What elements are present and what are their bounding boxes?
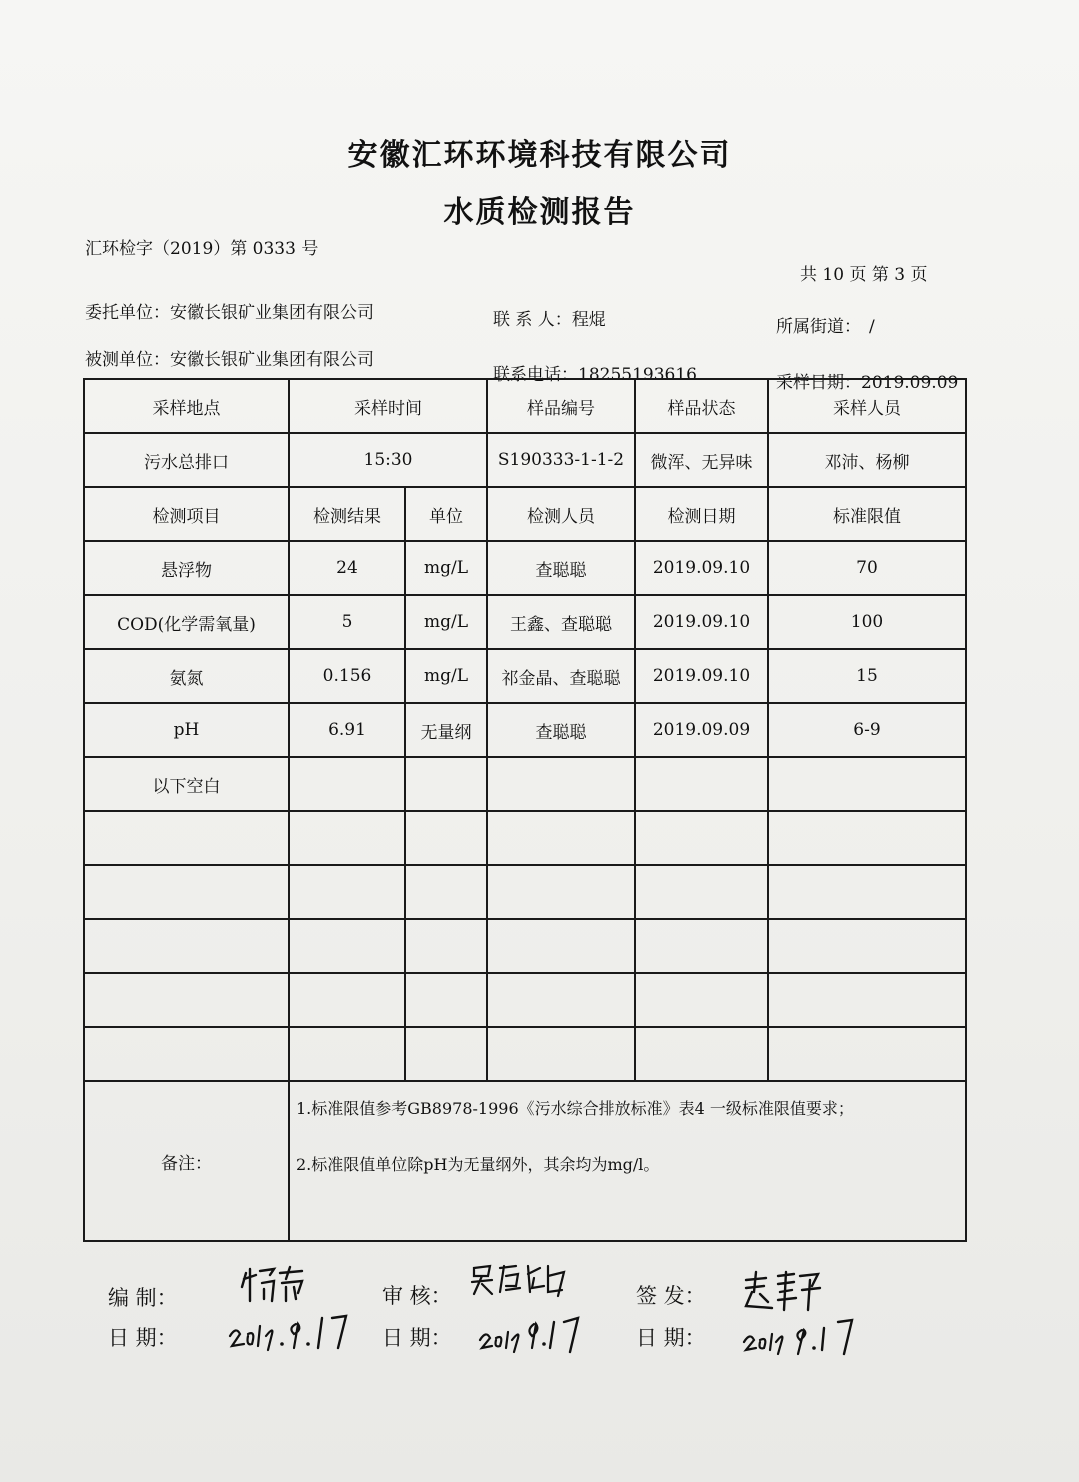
table-cell: 2019.09.09 (635, 703, 768, 757)
sample-date-label: 采样日期： (776, 373, 861, 393)
client-field (85, 298, 374, 323)
blank-row (84, 811, 966, 865)
table-cell: 邓沛、杨柳 (768, 433, 966, 487)
header-cell: 标准限值 (768, 487, 966, 541)
remarks-row (84, 1081, 966, 1241)
client-label: 委托单位： (85, 303, 170, 323)
header-cell: 采样时间 (289, 379, 487, 433)
table-row (84, 703, 966, 757)
contact-field (493, 305, 606, 330)
compile-signature (240, 1263, 310, 1305)
compile-date (228, 1312, 358, 1352)
contact-value: 程焜 (571, 310, 606, 330)
table-cell: 5 (289, 595, 405, 649)
tested-value: 安徽长银矿业集团有限公司 (170, 350, 374, 370)
review-signature (470, 1262, 570, 1300)
table-cell: 2019.09.10 (635, 541, 768, 595)
header-cell: 样品编号 (487, 379, 635, 433)
phone-label: 联系电话： (493, 365, 578, 385)
remark-line-1: 1.标准限值参考GB8978-1996《污水综合排放标准》表4 一级标准限值要求； (296, 1099, 854, 1118)
table-row (84, 595, 966, 649)
blank-row (84, 1027, 966, 1081)
street-label: 所属街道： (776, 317, 861, 337)
table-cell: 100 (768, 595, 966, 649)
contact-label: 联 系 人： (493, 310, 572, 330)
table-cell: COD(化学需氧量) (84, 595, 289, 649)
page-count: 共 10 页 第 3 页 (800, 265, 928, 285)
table-cell: 2019.09.10 (635, 649, 768, 703)
results-header-row (84, 487, 966, 541)
table-cell: 以下空白 (84, 757, 289, 811)
table-cell: 查聪聪 (487, 541, 635, 595)
header-cell: 采样人员 (768, 379, 966, 433)
table-cell: S190333-1-1-2 (487, 433, 635, 487)
review-date (478, 1314, 588, 1354)
sampling-header-row (84, 379, 966, 433)
table-cell: 王鑫、查聪聪 (487, 595, 635, 649)
table-cell: mg/L (405, 541, 487, 595)
table-row (84, 649, 966, 703)
review-label: 审 核： (382, 1284, 452, 1308)
sample-date-value: 2019.09.09 (861, 373, 959, 393)
report-number: 汇环检字（2019）第 0333 号 (85, 239, 319, 259)
compile-date-label: 日 期： (108, 1326, 178, 1350)
header-cell: 样品状态 (635, 379, 768, 433)
table-cell: 微浑、无异味 (635, 433, 768, 487)
table-cell: 污水总排口 (84, 433, 289, 487)
blank-row (84, 865, 966, 919)
header-cell: 检测人员 (487, 487, 635, 541)
header-cell: 单位 (405, 487, 487, 541)
table-cell: mg/L (405, 649, 487, 703)
table-cell: pH (84, 703, 289, 757)
table-cell: 2019.09.10 (635, 595, 768, 649)
table-cell: 24 (289, 541, 405, 595)
sampling-row (84, 433, 966, 487)
header-cell: 采样地点 (84, 379, 289, 433)
street-field (776, 312, 875, 337)
table-cell: 祁金晶、查聪聪 (487, 649, 635, 703)
table-cell: 6-9 (768, 703, 966, 757)
table-cell: 0.156 (289, 649, 405, 703)
table-row (84, 757, 966, 811)
compile-label: 编 制： (108, 1286, 178, 1310)
street-value: / (869, 317, 875, 337)
table-cell (635, 757, 768, 811)
table-cell: 15:30 (289, 433, 487, 487)
remarks-content (289, 1081, 966, 1241)
table-row (84, 541, 966, 595)
table-cell: 6.91 (289, 703, 405, 757)
remark-line-2: 2.标准限值单位除pH为无量纲外，其余均为mg/l。 (296, 1155, 660, 1174)
issue-label: 签 发： (636, 1284, 706, 1308)
phone-value: 18255193616 (578, 365, 697, 385)
review-date-label: 日 期： (382, 1326, 452, 1350)
table-cell (289, 757, 405, 811)
remarks-label: 备注： (84, 1081, 289, 1241)
tested-label: 被测单位： (85, 350, 170, 370)
report-title: 水质检测报告 (443, 195, 636, 230)
report-table (83, 378, 967, 1242)
issue-signature (742, 1270, 824, 1312)
tested-unit-field (85, 345, 374, 370)
issue-date (742, 1316, 862, 1356)
table-cell: 查聪聪 (487, 703, 635, 757)
header-cell: 检测项目 (84, 487, 289, 541)
table-cell: mg/L (405, 595, 487, 649)
issue-date-label: 日 期： (636, 1326, 706, 1350)
table-cell: 15 (768, 649, 966, 703)
table-cell (405, 757, 487, 811)
header-cell: 检测日期 (635, 487, 768, 541)
blank-row (84, 919, 966, 973)
table-cell (487, 757, 635, 811)
table-cell: 70 (768, 541, 966, 595)
client-value: 安徽长银矿业集团有限公司 (170, 303, 374, 323)
table-cell: 无量纲 (405, 703, 487, 757)
table-cell (768, 757, 966, 811)
company-title: 安徽汇环环境科技有限公司 (347, 138, 732, 173)
table-cell: 氨氮 (84, 649, 289, 703)
header-cell: 检测结果 (289, 487, 405, 541)
table-cell: 悬浮物 (84, 541, 289, 595)
blank-row (84, 973, 966, 1027)
